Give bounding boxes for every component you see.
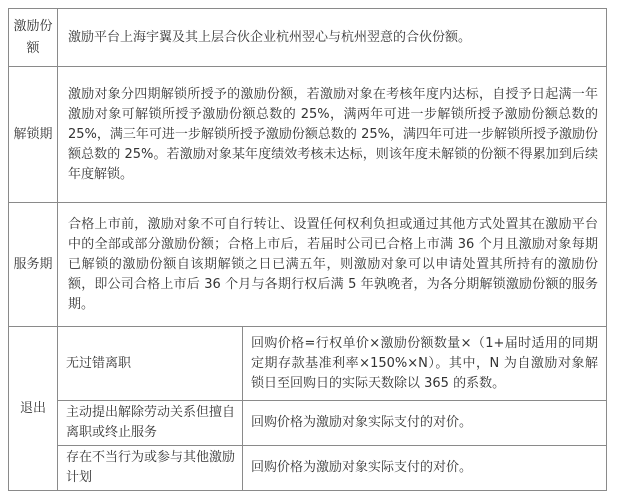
exit-case-value: 回购价格为激励对象实际支付的对价。 [243,401,607,446]
label-service-period: 服务期 [9,203,58,327]
label-unlock-period: 解锁期 [9,67,58,203]
row-unlock-period [9,67,607,203]
row-service-period [9,203,607,327]
row-exit-misconduct [9,446,607,491]
row-exit-voluntary [9,401,607,446]
exit-case-label: 无过错离职 [58,327,243,401]
incentive-terms-table [8,8,607,491]
exit-case-value: 回购价格=行权单价×激励份额数量×（1+届时适用的同期定期存款基准利率×150%×N）。其中，N 为自激励对象解锁日至回购日的实际天数除以 365 的系数。 [243,327,607,401]
row-incentive-shares [9,9,607,67]
content-service-period: 合格上市前，激励对象不可自行转让、设置任何权利负担或通过其他方式处置其在激励平台中的全部或部分激励份额；合格上市后，若届时公司已合格上市满 36 个月且激励对象每期已解锁的激励份额自该期解锁之日已满五年，则激励对象可以申请处置其所持有的激励份额，即公司合格上市后 36 个月与各期行权后满 5 年孰晚者，为各分期解锁激励份额的服务期。 [58,203,607,327]
row-exit-no-fault [9,327,607,401]
exit-case-value: 回购价格为激励对象实际支付的对价。 [243,446,607,491]
label-incentive-shares: 激励份额 [9,9,58,67]
exit-case-label: 主动提出解除劳动关系但擅自离职或终止服务 [58,401,243,446]
content-unlock-period: 激励对象分四期解锁所授予的激励份额，若激励对象在考核年度内达标，自授予日起满一年激励对象可解锁所授予激励份额总数的 25%，满两年可进一步解锁所授予激励份额总数的 25%，满三年可进一步解锁所授予激励份额总数的 25%，满四年可进一步解锁所授予激励份额总数的 25%。若激励对象某年度绩效考核未达标，则该年度未解锁的份额不得累加到后续年度解锁。 [58,67,607,203]
content-incentive-shares: 激励平台上海宇翼及其上层合伙企业杭州翌心与杭州翌意的合伙份额。 [58,9,607,67]
exit-case-label: 存在不当行为或参与其他激励计划 [58,446,243,491]
label-exit: 退出 [9,327,58,491]
